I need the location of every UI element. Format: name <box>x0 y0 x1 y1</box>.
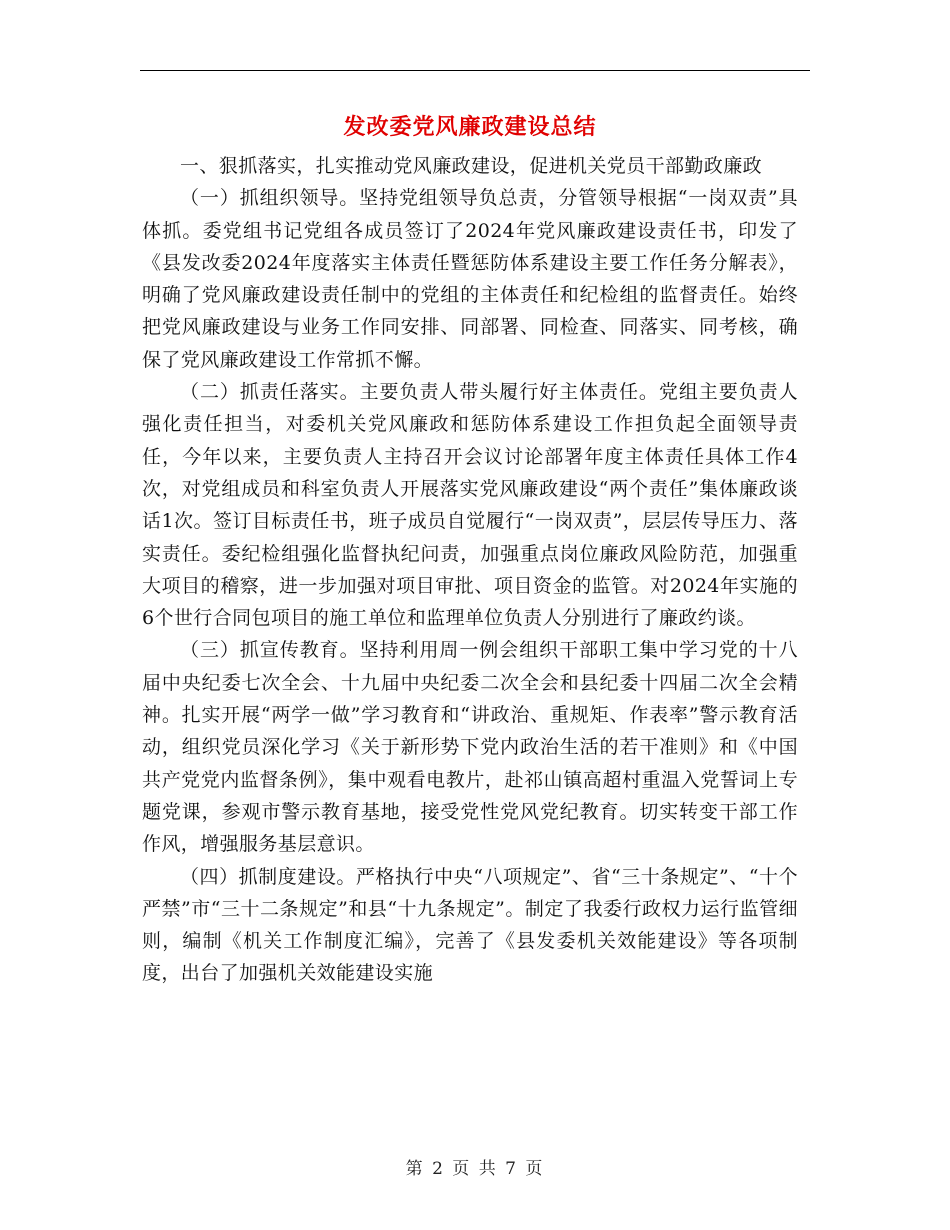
paragraph-responsibility: （二）抓责任落实。主要负责人带头履行好主体责任。党组主要负责人强化责任担当，对委机关党风廉政和惩防体系建设工作担负起全面领导责任，今年以来，主要负责人主持召开会议讨论部署年度主体责任具体工作4次，对党组成员和科室负责人开展落实党风廉政建设“两个责任”集体廉政谈话1次。签订目标责任书，班子成员自觉履行“一岗双责”，层层传导压力、落实责任。委纪检组强化监督执纪问责，加强重点岗位廉政风险防范，加强重大项目的稽察，进一步加强对项目审批、项目资金的监管。对2024年实施的6个世行合同包项目的施工单位和监理单位负责人分别进行了廉政约谈。 <box>142 381 798 630</box>
header-rule <box>140 70 810 71</box>
section-heading-1: 一、狠抓落实，扎实推动党风廉政建设，促进机关党员干部勤政廉政 <box>180 155 763 177</box>
page-number: 第 2 页 共 7 页 <box>405 1159 545 1179</box>
paragraph-system-building: （四）抓制度建设。严格执行中央“八项规定”、省“三十条规定”、“十个严禁”市“三十二条规定”和县“十九条规定”。制定了我委行政权力运行监管细则，编制《机关工作制度汇编》，完善了《县发委机关效能建设》等各项制度，出台了加强机关效能建设实施 <box>142 865 798 985</box>
paragraph-education: （三）抓宣传教育。坚持利用周一例会组织干部职工集中学习党的十八届中央纪委七次全会、十九届中央纪委二次全会和县纪委十四届二次全会精神。扎实开展“两学一做”学习教育和“讲政治、重规矩、作表率”警示教育活动，组织党员深化学习《关于新形势下党内政治生活的若干准则》和《中国共产党党内监督条例》，集中观看电教片，赴祁山镇高超村重温入党誓词上专题党课，参观市警示教育基地，接受党性党风党纪教育。切实转变干部工作作风，增强服务基层意识。 <box>142 639 798 856</box>
paragraph-organization-leadership: （一）抓组织领导。坚持党组领导负总责，分管领导根据“一岗双责”具体抓。委党组书记党组各成员签订了2024年党风廉政建设责任书，印发了《县发改委2024年度落实主体责任暨惩防体系建设主要工作任务分解表》，明确了党风廉政建设责任制中的党组的主体责任和纪检组的监督责任。始终把党风廉政建设与业务工作同安排、同部署、同检查、同落实、同考核，确保了党风廉政建设工作常抓不懈。 <box>142 187 798 371</box>
document-body <box>142 108 798 990</box>
document-title: 发改委党风廉政建设总结 <box>343 114 597 140</box>
